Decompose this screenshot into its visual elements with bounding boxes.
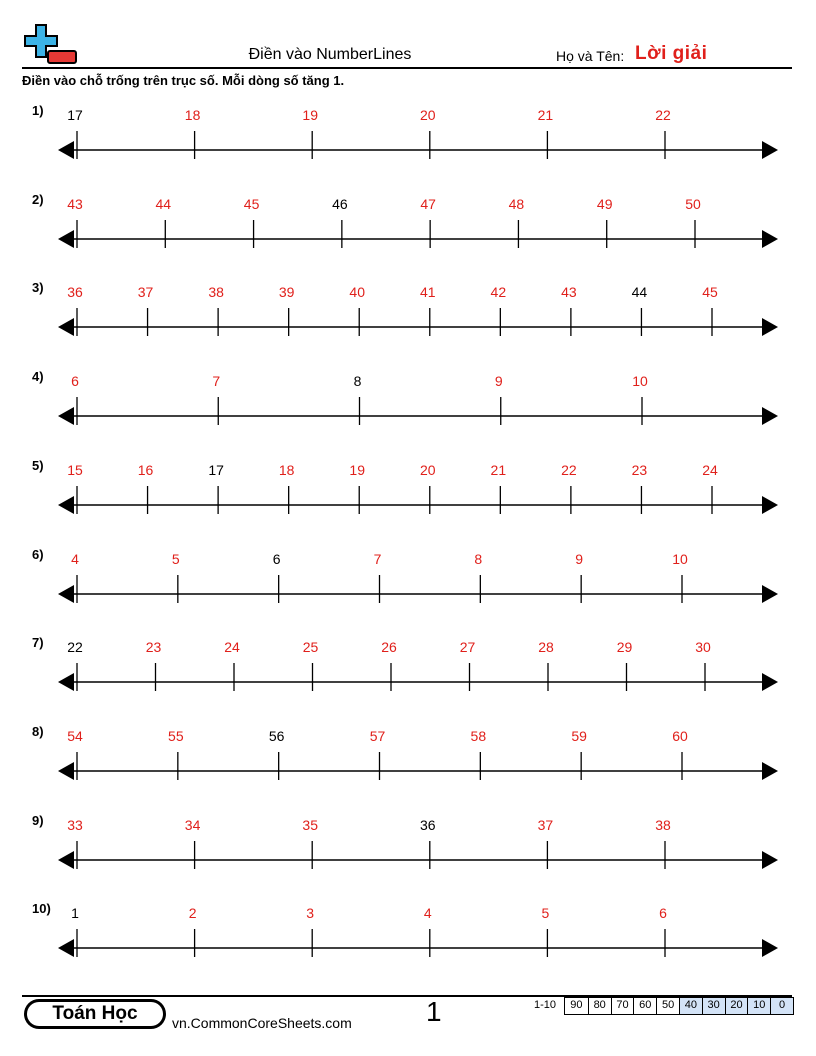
given-label: 17 — [67, 107, 83, 123]
given-label: 44 — [631, 284, 648, 301]
answer-label: 34 — [184, 816, 201, 833]
score-cell: 20 — [725, 998, 748, 1014]
arrow-right-icon — [762, 585, 778, 603]
number-line — [0, 899, 816, 979]
answer-label: 24 — [702, 461, 718, 478]
answer-label: 19 — [349, 461, 366, 478]
number-line-problem — [0, 633, 816, 713]
given-label: 8 — [353, 373, 362, 390]
number-line — [0, 811, 816, 891]
answer-label: 20 — [420, 107, 436, 123]
arrow-left-icon — [58, 762, 74, 780]
answer-label: 29 — [616, 639, 633, 656]
answer-label: 19 — [302, 107, 318, 123]
answer-label: 10 — [672, 550, 688, 567]
score-cell: 80 — [588, 998, 611, 1014]
plus-minus-logo-icon — [24, 24, 78, 66]
problem-number: 5) — [32, 457, 44, 473]
given-label: 6 — [272, 550, 281, 567]
score-range-label: 1-10 — [534, 999, 557, 1011]
number-line-problem — [0, 456, 816, 536]
problem-number: 7) — [32, 635, 44, 651]
brand-badge — [24, 999, 166, 1029]
answer-label: 57 — [369, 727, 386, 744]
number-line-problem — [0, 545, 816, 625]
number-line — [0, 367, 816, 447]
answer-label: 4 — [71, 550, 79, 567]
answer-label: 22 — [561, 461, 577, 478]
given-label: 36 — [420, 816, 436, 833]
problem-number: 8) — [32, 723, 44, 739]
answer-label: 58 — [470, 727, 487, 744]
answer-label: 43 — [67, 195, 83, 212]
answer-label: 16 — [137, 461, 154, 478]
name-value: Lời giải — [635, 43, 708, 64]
score-table — [564, 997, 794, 1015]
instructions: Điền vào chỗ trống trên trục số. Mỗi dòng số tăng 1. — [22, 73, 345, 88]
answer-label: 54 — [67, 727, 83, 744]
problem-number: 4) — [32, 369, 44, 385]
arrow-left-icon — [58, 230, 74, 248]
answer-label: 30 — [695, 639, 711, 656]
arrow-left-icon — [58, 851, 74, 869]
answer-label: 2 — [188, 905, 197, 922]
answer-label: 9 — [494, 373, 503, 390]
answer-label: 44 — [155, 195, 172, 212]
answer-label: 38 — [208, 284, 224, 301]
arrow-left-icon — [58, 673, 74, 691]
given-label: 22 — [67, 639, 83, 656]
answer-label: 27 — [459, 639, 476, 656]
number-line — [0, 545, 816, 625]
answer-label: 59 — [571, 727, 587, 744]
score-cell: 0 — [770, 998, 793, 1014]
answer-label: 5 — [541, 905, 550, 922]
answer-label: 47 — [420, 195, 436, 212]
page-number: 1 — [426, 996, 442, 1027]
answer-label: 41 — [419, 284, 436, 301]
score-cell: 90 — [570, 999, 583, 1011]
answer-label: 45 — [243, 195, 260, 212]
problem-number: 3) — [32, 280, 44, 296]
number-line — [0, 456, 816, 536]
number-line-problem — [0, 722, 816, 802]
problem-number: 10) — [32, 901, 51, 917]
number-line-problem — [0, 190, 816, 270]
arrow-right-icon — [762, 407, 778, 425]
answer-label: 35 — [302, 816, 318, 833]
answer-label: 21 — [537, 107, 554, 123]
number-line — [0, 278, 816, 358]
answer-label: 49 — [596, 195, 613, 212]
number-line-problem — [0, 811, 816, 891]
answer-label: 3 — [306, 905, 315, 922]
answer-label: 42 — [490, 284, 507, 301]
answer-label: 43 — [561, 284, 577, 301]
problem-number: 2) — [32, 191, 44, 207]
answer-label: 55 — [168, 727, 184, 744]
arrow-left-icon — [58, 496, 74, 514]
answer-label: 7 — [373, 550, 382, 567]
answer-label: 22 — [655, 107, 671, 123]
answer-label: 5 — [171, 550, 180, 567]
name-label: Họ và Tên: — [556, 48, 625, 64]
given-label: 17 — [208, 461, 224, 478]
number-line-problem — [0, 101, 816, 181]
arrow-right-icon — [762, 939, 778, 957]
problem-number: 9) — [32, 812, 44, 828]
number-line — [0, 722, 816, 802]
given-label: 56 — [268, 727, 285, 744]
number-line-problem — [0, 367, 816, 447]
brand-label: Toán Học — [27, 1002, 163, 1026]
answer-label: 33 — [67, 816, 83, 833]
answer-label: 4 — [423, 905, 432, 922]
answer-label: 48 — [508, 195, 525, 212]
arrow-right-icon — [762, 762, 778, 780]
score-cell: 30 — [702, 998, 725, 1014]
number-line — [0, 101, 816, 181]
arrow-left-icon — [58, 318, 74, 336]
problem-number: 6) — [32, 546, 44, 562]
answer-label: 9 — [575, 550, 584, 567]
answer-label: 45 — [702, 284, 718, 301]
number-line — [0, 190, 816, 270]
answer-label: 28 — [538, 639, 554, 656]
arrow-left-icon — [58, 585, 74, 603]
answer-label: 23 — [631, 461, 648, 478]
arrow-left-icon — [58, 407, 74, 425]
page-title: Điền vào NumberLines — [248, 46, 412, 63]
arrow-right-icon — [762, 673, 778, 691]
answer-label: 23 — [145, 639, 162, 656]
answer-label: 20 — [419, 461, 436, 478]
answer-label: 24 — [224, 639, 240, 656]
score-cell: 60 — [633, 998, 656, 1014]
arrow-right-icon — [762, 318, 778, 336]
score-cell: 40 — [679, 998, 702, 1014]
answer-label: 50 — [685, 195, 701, 212]
arrow-right-icon — [762, 851, 778, 869]
answer-label: 21 — [490, 461, 507, 478]
given-label: 1 — [71, 905, 79, 922]
header-divider — [22, 67, 792, 69]
score-cell: 50 — [656, 998, 679, 1014]
score-cell: 70 — [611, 998, 634, 1014]
answer-label: 36 — [67, 284, 83, 301]
answer-label: 18 — [278, 461, 295, 478]
number-line-problem — [0, 899, 816, 979]
arrow-left-icon — [58, 939, 74, 957]
number-line — [0, 633, 816, 713]
answer-label: 6 — [659, 905, 667, 922]
answer-label: 26 — [381, 639, 397, 656]
answer-label: 40 — [349, 284, 366, 301]
answer-label: 15 — [67, 461, 83, 478]
given-label: 46 — [332, 195, 348, 212]
arrow-right-icon — [762, 141, 778, 159]
answer-label: 38 — [655, 816, 671, 833]
answer-label: 37 — [137, 284, 154, 301]
arrow-left-icon — [58, 141, 74, 159]
answer-label: 39 — [278, 284, 295, 301]
number-line-problem — [0, 278, 816, 358]
score-cell: 10 — [747, 998, 770, 1014]
answer-label: 37 — [537, 816, 554, 833]
arrow-right-icon — [762, 496, 778, 514]
answer-label: 7 — [212, 373, 221, 390]
answer-label: 6 — [71, 373, 79, 390]
answer-label: 10 — [632, 373, 648, 390]
arrow-right-icon — [762, 230, 778, 248]
answer-label: 18 — [184, 107, 201, 123]
answer-label: 60 — [672, 727, 688, 744]
answer-label: 25 — [302, 639, 319, 656]
answer-label: 8 — [474, 550, 483, 567]
site-url: vn.CommonCoreSheets.com — [172, 1015, 352, 1031]
problem-number: 1) — [32, 103, 44, 118]
